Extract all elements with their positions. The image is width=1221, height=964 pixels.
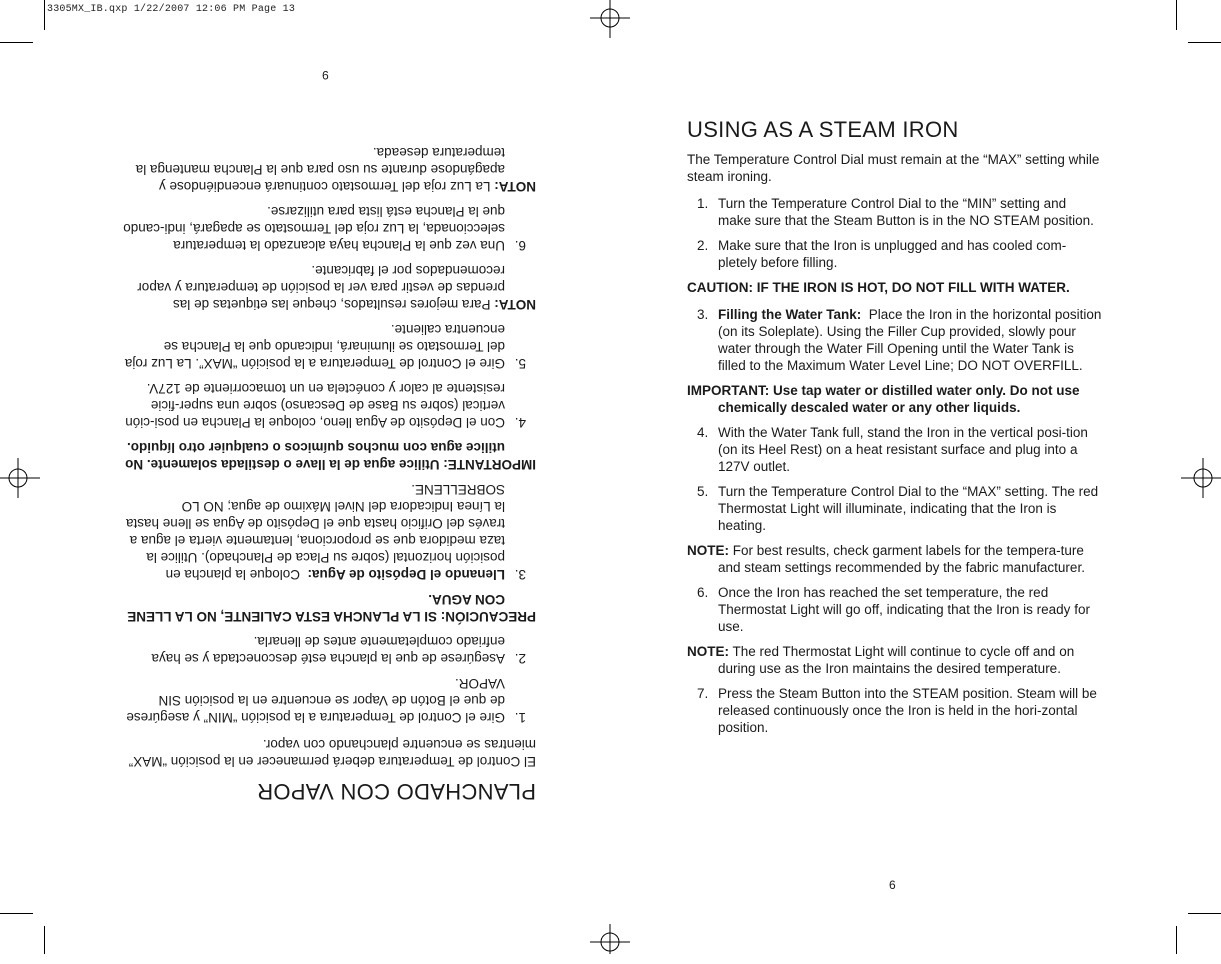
step-item (121, 203, 536, 254)
page-number-right: 6 (889, 878, 896, 892)
steps-list (687, 195, 1102, 271)
print-slug: 3305MX_IB.qxp 1/22/2007 12:06 PM Page 13 (47, 4, 296, 15)
crop-mark-top-left (0, 42, 33, 43)
registration-mark-bottom (590, 924, 630, 964)
step-text: Coloque la plancha en posición horizontal (sobre su Placa de Planchado). Utilice la taza medidora que se proporciona, lentamente vierta el agua a través del Orificio hasta que el Depósito de Agua se llene hasta la Línea Indicadora del Nivel Máximo de agua; NO LO SOBRELLENE. (126, 482, 505, 582)
registration-mark-top (590, 0, 630, 40)
step-text: Con el Depósito de Agua lleno, coloque la Plancha en posi-ción vertical (sobre su Base de Descanso) sobre una super-ficie resistente al calor y conéctela en un tomacorriente de 127V. (125, 381, 505, 430)
steps-list (687, 685, 1102, 736)
step-text: Asegúrese de que la plancha esté desconectada y se haya enfriado completamente antes de llenarla. (151, 634, 505, 666)
step-text: Gire el Control de Temperatura a la posición “MIN” y asegúrese de que el Botón de Vapor se encuentre en la posición SIN VAPOR. (126, 676, 505, 725)
intro-paragraph-es: El Control de Temperatura deberá permanecer en la posición “MAX” mientras se encuentre planchando con vapor. (128, 737, 536, 769)
note-label: NOTE: (687, 644, 729, 659)
step-number: 6. (697, 585, 709, 600)
step-lead: Filling the Water Tank: (718, 307, 862, 322)
step-item (687, 483, 1102, 534)
note-body: Para mejores resultados, cheque las etiquetas de las prendas de vestir para ver la posición de temperatura y vapor recomendados por el fabricante. (137, 263, 505, 312)
crop-mark-top-left-v (44, 0, 45, 30)
crop-mark-bottom-right (1188, 913, 1221, 914)
step-text: Turn the Temperature Control Dial to the “MAX” setting. The red Thermostat Light will illuminate, indicating that the Iron is heating. (718, 484, 1099, 533)
note-text (687, 643, 1102, 677)
english-column (687, 117, 1102, 744)
step-text: Place the Iron in the horizontal position (on its Soleplate). Using the Filler Cup provided, slowly pour water through the Water Fill Opening until the Water Tank is filled to the Maximum Water Level Line; DO NOT OVERFILL. (718, 307, 1102, 373)
step-item (121, 481, 536, 583)
step-text: Once the Iron has reached the set temperature, the red Thermostat Light will go off, indicating that the Iron is ready for use. (718, 585, 1090, 634)
step-number: 4. (697, 425, 709, 440)
step-number: 3. (697, 307, 709, 322)
step-item (121, 675, 536, 726)
step-number: 1. (697, 196, 709, 211)
section-title: USING AS A STEAM IRON (687, 117, 959, 142)
caution-text: CAUTION: IF THE IRON IS HOT, DO NOT FILL WITH WATER. (687, 280, 1070, 295)
step-item (687, 584, 1102, 635)
steps-list-es (121, 481, 536, 583)
step-text: With the Water Tank full, stand the Iron in the vertical posi-tion (on its Heel Rest) on a heat resistant surface and plug into a 127V outlet. (718, 425, 1088, 474)
step-number: 6. (514, 238, 526, 253)
steps-list-es (121, 633, 536, 726)
step-number: 5. (697, 484, 709, 499)
step-text: Press the Steam Button into the STEAM position. Steam will be released continuously once the Iron is held in the hori-zontal position. (718, 686, 1097, 735)
step-item (687, 685, 1102, 736)
step-item (687, 195, 1102, 229)
step-number: 1. (514, 710, 526, 725)
step-number: 4. (514, 415, 526, 430)
step-text: Make sure that the Iron is unplugged and has cooled com-pletely before filling. (718, 238, 1067, 270)
step-number: 5. (514, 356, 526, 371)
step-item (121, 380, 536, 431)
section-title-es: PLANCHADO CON VAPOR (256, 779, 536, 804)
note-text-es (121, 144, 536, 195)
note-label: NOTE: (687, 543, 729, 558)
note-label: NOTA: (494, 179, 536, 194)
step-text: Una vez que la Plancha haya alcanzado la temperatura seleccionada, la Luz roja del Termostato se apagará, indi-cando que la Plancha está lista para utilizarse. (123, 204, 505, 253)
note-body: La Luz roja del Termostato continuará encendiéndose y apagándose durante su uso para que la Plancha mantenga la temperatura deseada. (135, 145, 505, 194)
steps-list-es (121, 203, 536, 254)
step-number: 7. (697, 686, 709, 701)
step-item (121, 633, 536, 667)
step-item (687, 306, 1102, 374)
crop-mark-top-right (1188, 42, 1221, 43)
steps-list (687, 306, 1102, 374)
step-number: 2. (697, 238, 709, 253)
step-text: Gire el Control de Temperatura a la posición “MAX”. La Luz roja del Termostato se iluminará, indicando que la Plancha se encuentra caliente. (124, 322, 505, 371)
note-body: The red Thermostat Light will continue to cycle off and on during use as the Iron maintains the desired temperature. (718, 644, 1075, 676)
crop-mark-top-right-v (1176, 0, 1177, 30)
note-body: For best results, check garment labels for the tempera-ture and steam settings recommended by the fabric manufacturer. (718, 543, 1085, 575)
steps-list (687, 584, 1102, 635)
note-text-es (121, 262, 536, 313)
step-number: 2. (514, 651, 526, 666)
step-lead: Llenando el Depósito de Agua: (307, 567, 505, 582)
step-item (687, 424, 1102, 475)
note-label: NOTA: (494, 297, 536, 312)
steps-list-es (121, 321, 536, 431)
crop-mark-bottom-right-v (1176, 926, 1177, 954)
registration-mark-right (1181, 458, 1221, 498)
steps-list (687, 424, 1102, 534)
step-item (121, 321, 536, 372)
registration-mark-left (0, 458, 40, 498)
intro-paragraph: The Temperature Control Dial must remain at the “MAX” setting while steam ironing. (687, 152, 1100, 184)
important-text-es: IMPORTANTE: Utilice agua de la llave o destilada solamente. No utilice agua con muchos químicos o cualquier otro líquido. (125, 440, 536, 472)
spanish-column (121, 136, 536, 804)
step-number: 3. (514, 567, 526, 582)
step-item (687, 237, 1102, 271)
crop-mark-bottom-left (0, 913, 33, 914)
caution-text-es: PRECAUCIÓN: SI LA PLANCHA ESTA CALIENTE, NO LA LLENE CON AGUA. (127, 592, 536, 624)
crop-mark-bottom-left-v (44, 926, 45, 954)
note-text (687, 542, 1102, 576)
step-text: Turn the Temperature Control Dial to the “MIN” setting and make sure that the Steam Button is in the NO STEAM position. (718, 196, 1094, 228)
important-text: IMPORTANT: Use tap water or distilled water only. Do not use chemically descaled water or any other liquids. (687, 383, 1080, 415)
page-number-left: 9 (322, 68, 329, 82)
